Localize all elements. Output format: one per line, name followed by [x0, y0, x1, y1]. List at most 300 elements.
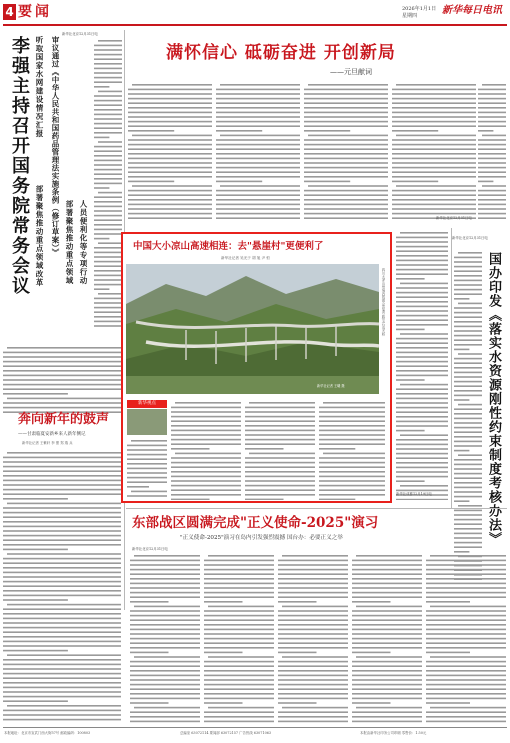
text-line — [94, 146, 122, 148]
text-line — [426, 675, 506, 677]
text-line — [94, 86, 109, 88]
text-line — [204, 587, 274, 589]
bottom-left-byline: 新华社记者 王紫轩 李 蕾 郑 瑞 兵 — [22, 441, 73, 445]
text-line — [171, 462, 241, 464]
text-line — [128, 199, 212, 201]
text-line — [245, 420, 315, 422]
text-line — [352, 560, 422, 562]
text-line — [478, 158, 506, 160]
text-line — [7, 705, 121, 707]
text-line — [204, 592, 274, 594]
text-line — [478, 130, 493, 132]
text-line — [478, 194, 506, 196]
body-text-lines — [392, 82, 476, 222]
text-line — [396, 241, 448, 243]
text-line — [426, 564, 506, 566]
text-line — [278, 698, 348, 700]
text-line — [3, 461, 121, 463]
text-line — [478, 144, 506, 146]
text-line — [98, 40, 122, 42]
text-line — [319, 489, 385, 491]
text-line — [396, 278, 425, 280]
text-line — [304, 112, 388, 114]
text-line — [478, 176, 506, 178]
text-line — [396, 439, 448, 441]
text-line — [392, 93, 476, 95]
text-line — [278, 569, 348, 571]
text-line — [128, 107, 212, 109]
text-line — [478, 89, 506, 91]
text-line — [426, 610, 506, 612]
text-line — [278, 629, 348, 631]
text-line — [3, 687, 121, 689]
text-line — [171, 480, 241, 482]
text-line — [204, 652, 243, 654]
text-line — [396, 135, 476, 137]
text-line — [396, 342, 448, 344]
text-line — [454, 533, 482, 535]
text-line — [3, 691, 121, 693]
text-line — [3, 719, 121, 721]
text-line — [454, 510, 482, 512]
text-line — [3, 470, 121, 472]
text-line — [278, 578, 348, 580]
text-line — [319, 448, 355, 450]
text-line — [3, 516, 121, 518]
text-line — [171, 425, 241, 427]
text-line — [127, 463, 167, 465]
text-line — [319, 407, 385, 409]
text-line — [171, 476, 241, 478]
text-line — [308, 185, 388, 187]
text-line — [278, 711, 348, 713]
bottom-story-rule — [126, 508, 507, 509]
text-line — [94, 307, 122, 309]
left-body-text-b — [3, 345, 121, 415]
text-line — [245, 485, 315, 487]
text-line — [128, 125, 212, 127]
top-body-col-4 — [392, 82, 476, 222]
text-line — [426, 642, 506, 644]
body-text-lines — [304, 82, 388, 222]
text-line — [458, 252, 482, 254]
text-line — [127, 486, 149, 488]
text-line — [3, 512, 121, 514]
text-line — [130, 583, 200, 585]
text-line — [278, 684, 348, 686]
text-line — [352, 596, 422, 598]
text-line — [278, 583, 348, 585]
text-line — [454, 335, 482, 337]
text-line — [319, 462, 385, 464]
text-line — [454, 284, 482, 286]
text-line — [130, 578, 200, 580]
text-line — [171, 439, 241, 441]
text-line — [454, 496, 482, 498]
text-line — [352, 693, 422, 695]
text-line — [426, 702, 470, 704]
text-line — [128, 213, 212, 215]
text-line — [204, 615, 274, 617]
text-line — [130, 633, 200, 635]
text-line — [216, 121, 300, 123]
bottom-left-headline: 奔向新年的鼓声 — [18, 412, 110, 427]
text-line — [7, 452, 121, 454]
text-line — [3, 585, 121, 587]
text-line — [130, 619, 200, 621]
text-line — [392, 102, 476, 104]
text-line — [352, 642, 422, 644]
text-line — [396, 324, 448, 326]
paper-name: 新华每日电讯 — [442, 5, 502, 16]
text-line — [94, 238, 109, 240]
text-line — [132, 185, 212, 187]
text-line — [319, 485, 385, 487]
text-line — [478, 208, 506, 210]
text-line — [426, 629, 506, 631]
text-line — [130, 716, 200, 718]
text-line — [216, 199, 300, 201]
text-line — [249, 402, 315, 404]
text-line — [171, 430, 241, 432]
text-line — [134, 656, 200, 658]
text-line — [478, 125, 506, 127]
text-line — [278, 619, 348, 621]
text-line — [98, 242, 122, 244]
text-line — [396, 185, 476, 187]
text-line — [352, 711, 422, 713]
text-line — [3, 696, 121, 698]
text-line — [130, 688, 200, 690]
photo-body-col-3 — [319, 400, 385, 500]
text-line — [304, 102, 388, 104]
text-line — [352, 564, 422, 566]
text-line — [426, 716, 506, 718]
text-line — [171, 494, 241, 496]
bottom-subhead: "正义使命-2025"演习在岛内引发强烈震撼 国台办：必要正义之举 — [180, 535, 343, 541]
text-line — [454, 422, 482, 424]
text-line — [204, 583, 274, 585]
text-line — [7, 503, 121, 505]
text-line — [426, 647, 506, 649]
mid-dateline: 新华社北京12月31日电 — [436, 216, 472, 220]
text-line — [304, 190, 388, 192]
text-line — [3, 673, 121, 675]
left-deck-5: 人员便利化等专项行动 — [79, 200, 88, 285]
text-line — [128, 171, 212, 173]
text-line — [94, 252, 122, 254]
text-line — [127, 495, 167, 497]
text-line — [352, 721, 422, 723]
text-line — [204, 601, 243, 603]
text-line — [3, 352, 121, 354]
text-line — [352, 665, 422, 667]
text-line — [478, 167, 506, 169]
left-dateline: 新华社北京12月31日电 — [62, 32, 98, 36]
masthead-rule — [3, 24, 507, 26]
text-line — [171, 411, 241, 413]
text-line — [426, 560, 506, 562]
text-line — [94, 54, 122, 56]
text-line — [94, 155, 122, 157]
text-line — [352, 675, 422, 677]
text-line — [392, 121, 476, 123]
text-line — [3, 530, 121, 532]
text-line — [396, 310, 448, 312]
text-line — [396, 255, 448, 257]
text-line — [304, 158, 388, 160]
text-line — [204, 624, 274, 626]
text-line — [454, 390, 482, 392]
text-line — [454, 316, 482, 318]
text-line — [171, 434, 241, 436]
text-line — [204, 679, 274, 681]
text-line — [356, 707, 422, 709]
text-line — [400, 485, 448, 487]
text-line — [392, 130, 438, 132]
text-line — [352, 569, 422, 571]
text-line — [94, 215, 122, 217]
text-line — [7, 347, 121, 349]
text-line — [478, 162, 506, 164]
text-line — [128, 204, 212, 206]
text-line — [216, 93, 300, 95]
text-line — [352, 619, 422, 621]
text-line — [426, 693, 506, 695]
text-line — [430, 656, 506, 658]
text-line — [216, 125, 300, 127]
text-line — [171, 407, 241, 409]
text-line — [127, 481, 167, 483]
text-line — [478, 171, 506, 173]
top-body-col-2 — [216, 82, 300, 222]
text-line — [3, 489, 121, 491]
body-text-lines — [130, 553, 200, 723]
text-line — [323, 402, 385, 404]
text-line — [130, 587, 200, 589]
text-line — [478, 213, 506, 215]
text-line — [392, 176, 476, 178]
text-line — [204, 688, 274, 690]
text-line — [128, 176, 212, 178]
text-line — [319, 466, 385, 468]
footer-left: 本报地址：北京市宣武门西大街57号 邮政编码：100803 — [4, 731, 91, 735]
text-line — [319, 476, 385, 478]
text-line — [245, 407, 315, 409]
text-line — [396, 260, 448, 262]
text-line — [130, 573, 200, 575]
text-line — [304, 148, 388, 150]
text-line — [396, 411, 448, 413]
text-line — [204, 716, 274, 718]
text-line — [245, 476, 315, 478]
text-line — [400, 283, 448, 285]
text-line — [220, 84, 300, 86]
text-line — [454, 441, 482, 443]
body-text-lines — [278, 553, 348, 723]
text-line — [175, 402, 241, 404]
text-line — [426, 596, 506, 598]
text-line — [454, 372, 482, 374]
text-line — [454, 257, 482, 259]
text-line — [304, 171, 388, 173]
text-line — [304, 121, 388, 123]
text-line — [454, 376, 482, 378]
text-line — [454, 427, 482, 429]
text-line — [3, 714, 121, 716]
text-line — [478, 107, 506, 109]
text-line — [454, 307, 482, 309]
text-line — [478, 116, 506, 118]
text-line — [94, 150, 122, 152]
text-line — [278, 596, 348, 598]
text-line — [130, 642, 200, 644]
text-line — [204, 702, 243, 704]
text-line — [356, 606, 422, 608]
text-line — [304, 130, 350, 132]
text-line — [94, 63, 122, 65]
text-line — [3, 608, 121, 610]
text-line — [3, 572, 121, 574]
text-line — [352, 698, 422, 700]
text-line — [3, 402, 121, 404]
text-line — [396, 269, 448, 271]
bottom-body-col-4 — [352, 553, 422, 723]
text-line — [396, 490, 448, 492]
left-deck-3: 审议通过《中华人民共和国药品管理法实施条例（修订草案）》 — [51, 36, 60, 257]
text-line — [7, 604, 121, 606]
text-line — [304, 125, 388, 127]
text-line — [3, 650, 68, 652]
text-line — [94, 256, 122, 258]
text-line — [454, 459, 482, 461]
text-line — [396, 480, 425, 482]
body-text-lines — [94, 38, 122, 330]
text-line — [3, 558, 121, 560]
text-line — [396, 476, 448, 478]
text-line — [3, 384, 121, 386]
text-line — [3, 466, 121, 468]
text-line — [94, 206, 122, 208]
text-line — [127, 445, 167, 447]
text-line — [130, 661, 200, 663]
text-line — [3, 636, 121, 638]
text-line — [454, 464, 482, 466]
text-line — [216, 89, 300, 91]
text-line — [130, 564, 200, 566]
left-deck-2: 部署聚焦推动重点领域改革 — [35, 185, 44, 287]
text-line — [482, 84, 506, 86]
text-line — [426, 688, 506, 690]
text-line — [130, 624, 200, 626]
text-line — [304, 204, 388, 206]
text-line — [208, 606, 274, 608]
text-line — [3, 521, 121, 523]
text-line — [128, 98, 212, 100]
text-line — [352, 647, 422, 649]
text-line — [426, 633, 506, 635]
text-line — [3, 393, 68, 395]
body-text-lines — [3, 450, 121, 722]
text-line — [454, 395, 482, 397]
text-line — [216, 204, 300, 206]
body-text-lines — [352, 553, 422, 723]
text-line — [216, 139, 300, 141]
text-line — [216, 112, 300, 114]
text-line — [3, 526, 121, 528]
text-line — [426, 624, 506, 626]
text-line — [3, 370, 121, 372]
text-line — [130, 711, 200, 713]
text-line — [396, 425, 448, 427]
top-subhead: ——元旦献词 — [330, 68, 372, 76]
text-line — [220, 135, 300, 137]
footer-right: 本报由新华社印务公司印刷 零售价：1.50元 — [360, 731, 427, 735]
text-line — [278, 638, 348, 640]
text-line — [304, 199, 388, 201]
text-line — [304, 144, 388, 146]
text-line — [3, 618, 121, 620]
text-line — [282, 707, 348, 709]
text-line — [216, 208, 300, 210]
text-line — [392, 107, 476, 109]
text-line — [278, 647, 348, 649]
text-line — [130, 665, 200, 667]
text-line — [171, 457, 241, 459]
masthead — [0, 0, 510, 27]
text-line — [216, 144, 300, 146]
body-text-lines — [127, 438, 167, 500]
body-text-lines — [426, 553, 506, 723]
text-line — [204, 721, 274, 723]
text-line — [3, 484, 121, 486]
text-line — [127, 449, 167, 451]
text-line — [396, 292, 448, 294]
text-line — [3, 645, 121, 647]
text-line — [94, 321, 122, 323]
text-line — [3, 457, 121, 459]
text-line — [392, 181, 438, 183]
text-line — [478, 181, 493, 183]
text-line — [308, 135, 388, 137]
photo-footer-dateline: 新华社成都12月19日电 — [396, 492, 432, 496]
text-line — [278, 670, 348, 672]
text-line — [130, 610, 200, 612]
text-line — [171, 466, 241, 468]
text-line — [3, 493, 121, 495]
text-line — [304, 139, 388, 141]
text-line — [127, 477, 167, 479]
text-line — [3, 576, 121, 578]
text-line — [128, 181, 174, 183]
text-line — [94, 311, 122, 313]
text-line — [3, 664, 121, 666]
text-line — [454, 321, 482, 323]
text-line — [216, 190, 300, 192]
text-line — [454, 344, 482, 346]
text-line — [426, 684, 506, 686]
text-line — [278, 610, 348, 612]
text-line — [396, 306, 448, 308]
text-line — [204, 647, 274, 649]
text-line — [400, 434, 448, 436]
text-line — [392, 153, 476, 155]
text-line — [216, 148, 300, 150]
bottom-body-col-2 — [204, 553, 274, 723]
text-line — [130, 698, 200, 700]
text-line — [128, 162, 212, 164]
text-line — [3, 599, 68, 601]
